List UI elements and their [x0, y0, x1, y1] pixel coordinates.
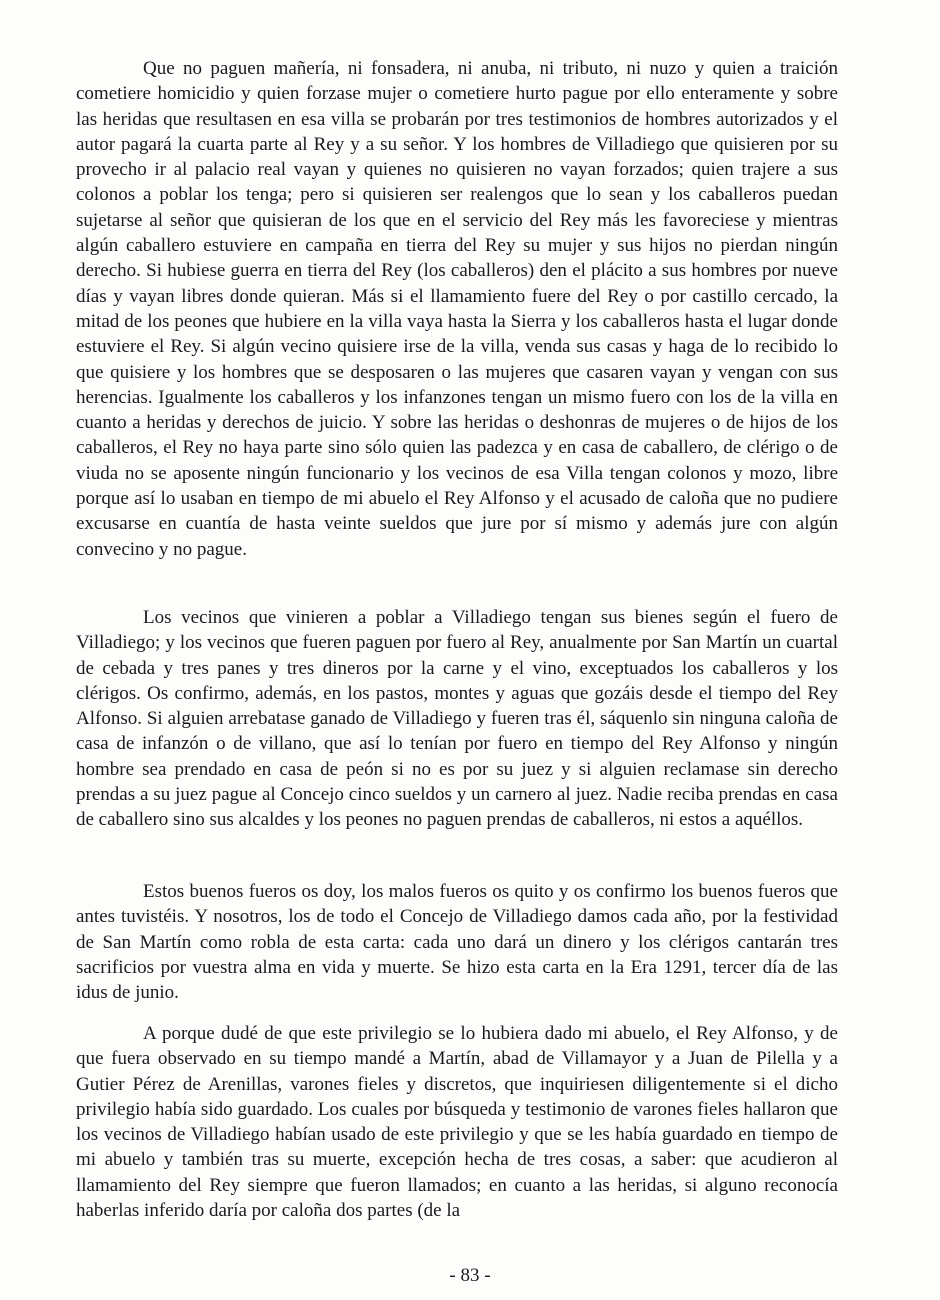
- paragraph-1: [76, 56, 838, 562]
- page-number: - 83 -: [449, 1265, 491, 1286]
- paragraph-3: [76, 879, 838, 1005]
- paragraph-4: [76, 1021, 838, 1223]
- paragraph-text: Que no paguen mañería, ni fonsadera, ni anuba, ni tributo, ni nuzo y quien a traición cometiere homicidio y quien forzase mujer o cometiere hurto pague por ello enteramente y sobre las heridas que resultasen en esa villa se probarán por tres testimonios de hombres autorizados y el autor pagará la cuarta parte al Rey y a su señor. Y los hombres de Villadiego que quisieren por su provecho ir al palacio real vayan y quienes no quisieren no vayan forzados; quien trajere a sus colonos a poblar los tenga; pero si quisieren ser realengos que lo sean y los caballeros puedan sujetarse al señor que quisieran de los que en el servicio del Rey más les favoreciese y mientras algún caballero estuviere en campaña en tierra del Rey su mujer y sus hijos no pierdan ningún derecho. Si hubiese guerra en tierra del Rey (los caballeros) den el plácito a sus hombres por nueve días y vayan libres donde quieran. Más si el llamamiento fuere del Rey o por castillo cercado, la mitad de los peones que hubiere en la villa vaya hasta la Sierra y los caballeros hasta el lugar donde estuviere el Rey. Si algún vecino quisiere irse de la villa, venda sus casas y haga de lo recibido lo que quisiere y los hombres que se desposaren o las mujeres que casaren vayan y vengan con sus herencias. Igualmente los caballeros y los infanzones tengan un mismo fuero con los de la villa en cuanto a heridas y derechos de juicio. Y sobre las heridas o deshonras de mujeres o de hijos de los caballeros, el Rey no haya parte sino sólo quien las padezca y en casa de caballero, de clérigo o de viuda no se aposente ningún funcionario y los vecinos de esa Villa tengan colonos y mozo, libre porque así lo usaban en tiempo de mi abuelo el Rey Alfonso y el acusado de caloña que no pudiere excusarse en cuantía de hasta veinte sueldos que jure por sí mismo y además jure con algún convecino y no pague.: [76, 58, 838, 560]
- paragraph-text: A porque dudé de que este privilegio se lo hubiera dado mi abuelo, el Rey Alfonso, y de que fuera observado en su tiempo mandé a Martín, abad de Villamayor y a Juan de Pilella y a Gutier Pérez de Arenillas, varones fieles y discretos, que inquiriesen diligentemente si el dicho privilegio había sido guardado. Los cuales por búsqueda y testimonio de varones fieles hallaron que los vecinos de Villadiego habían usado de este privilegio y que se les había guardado en tiempo de mi abuelo y también tras su muerte, excepción hecha de tres cosas, a saber: que acudieron al llamamiento del Rey siempre que fueron llamados; en cuanto a las heridas, si alguno reconocía haberlas inferido daría por caloña dos partes (de la: [76, 1023, 838, 1222]
- paragraph-text: Los vecinos que vinieren a poblar a Villadiego tengan sus bienes según el fuero de Villadiego; y los vecinos que fueren paguen por fuero al Rey, anualmente por San Martín un cuartal de cebada y tres panes y tres dineros por la carne y el vino, exceptuados los caballeros y los clérigos. Os confirmo, además, en los pastos, montes y aguas que gozáis desde el tiempo del Rey Alfonso. Si alguien arrebatase ganado de Villadiego y fueren tras él, sáquenlo sin ninguna caloña de casa de infanzón o de villano, que así lo tenían por fuero en tiempo del Rey Alfonso y ningún hombre sea prendado en casa de peón si no es por su juez y si alguien reclamase sin derecho prendas a su juez pague al Concejo cinco sueldos y un carnero al juez. Nadie reciba prendas en casa de caballero sino sus alcaldes y los peones no paguen prendas de caballeros, ni estos a aquéllos.: [76, 607, 838, 831]
- paragraph-2: [76, 605, 838, 833]
- paragraph-text: Estos buenos fueros os doy, los malos fueros os quito y os confirmo los buenos fueros que antes tuvistéis. Y nosotros, los de todo el Concejo de Villadiego damos cada año, por la festividad de San Martín como robla de esta carta: cada uno dará un dinero y los clérigos cantarán tres sacrificios por vuestra alma en vida y muerte. Se hizo esta carta en la Era 1291, tercer día de las idus de junio.: [76, 881, 838, 1004]
